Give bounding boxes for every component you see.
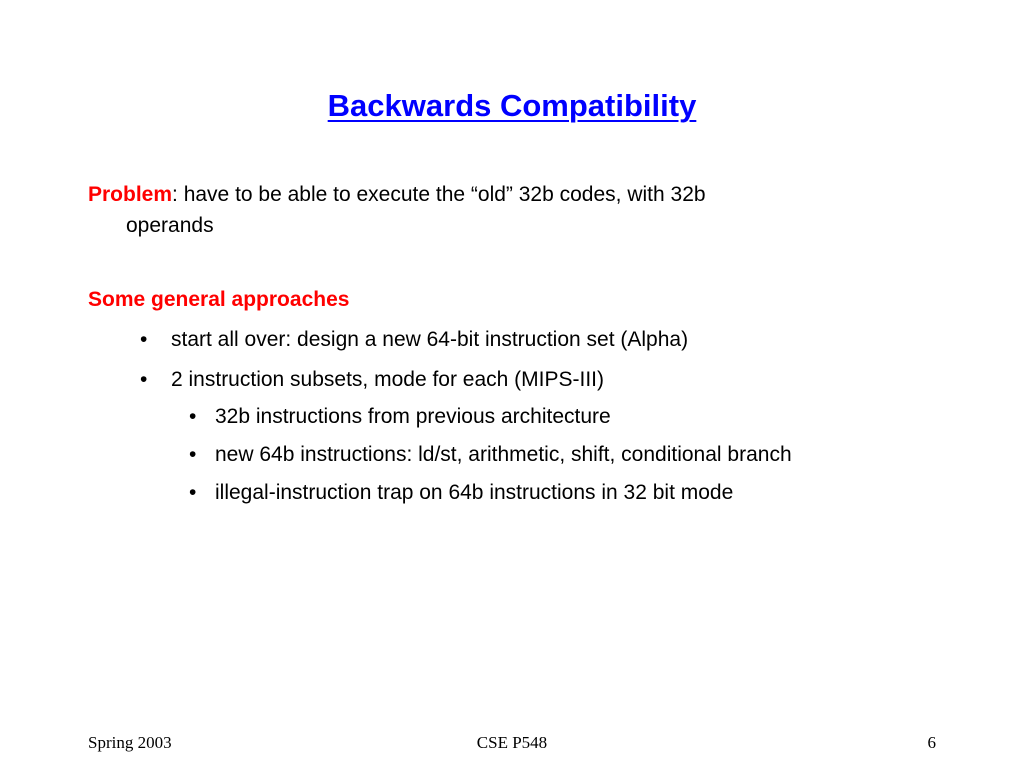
approaches-heading: Some general approaches bbox=[88, 288, 350, 311]
bullet-text: start all over: design a new 64-bit instruction set (Alpha) bbox=[171, 328, 689, 351]
problem-label: Problem bbox=[88, 183, 173, 206]
bullet-text: 32b instructions from previous architecture bbox=[215, 405, 611, 428]
bullet-dot-icon: • bbox=[189, 481, 197, 504]
bullet-text: 2 instruction subsets, mode for each (MIPS-III) bbox=[171, 368, 605, 391]
bullet-dot-icon: • bbox=[189, 405, 197, 428]
footer-date: Spring 2003 bbox=[88, 733, 172, 752]
footer-course: CSE P548 bbox=[476, 733, 548, 752]
bullet-dot-icon: • bbox=[140, 328, 148, 351]
problem-statement bbox=[88, 179, 888, 241]
slide-title: Backwards Compatibility bbox=[327, 88, 697, 123]
bullet-dot-icon: • bbox=[189, 443, 197, 466]
bullet-text: illegal-instruction trap on 64b instructions in 32 bit mode bbox=[215, 481, 734, 504]
footer-page-number: 6 bbox=[927, 733, 936, 752]
problem-text-line2: operands bbox=[126, 214, 214, 237]
bullet-text: new 64b instructions: ld/st, arithmetic, shift, conditional branch bbox=[215, 443, 792, 466]
bullet-dot-icon: • bbox=[140, 368, 148, 391]
problem-text-line1: : have to be able to execute the “old” 32b codes, with 32b bbox=[172, 183, 706, 206]
